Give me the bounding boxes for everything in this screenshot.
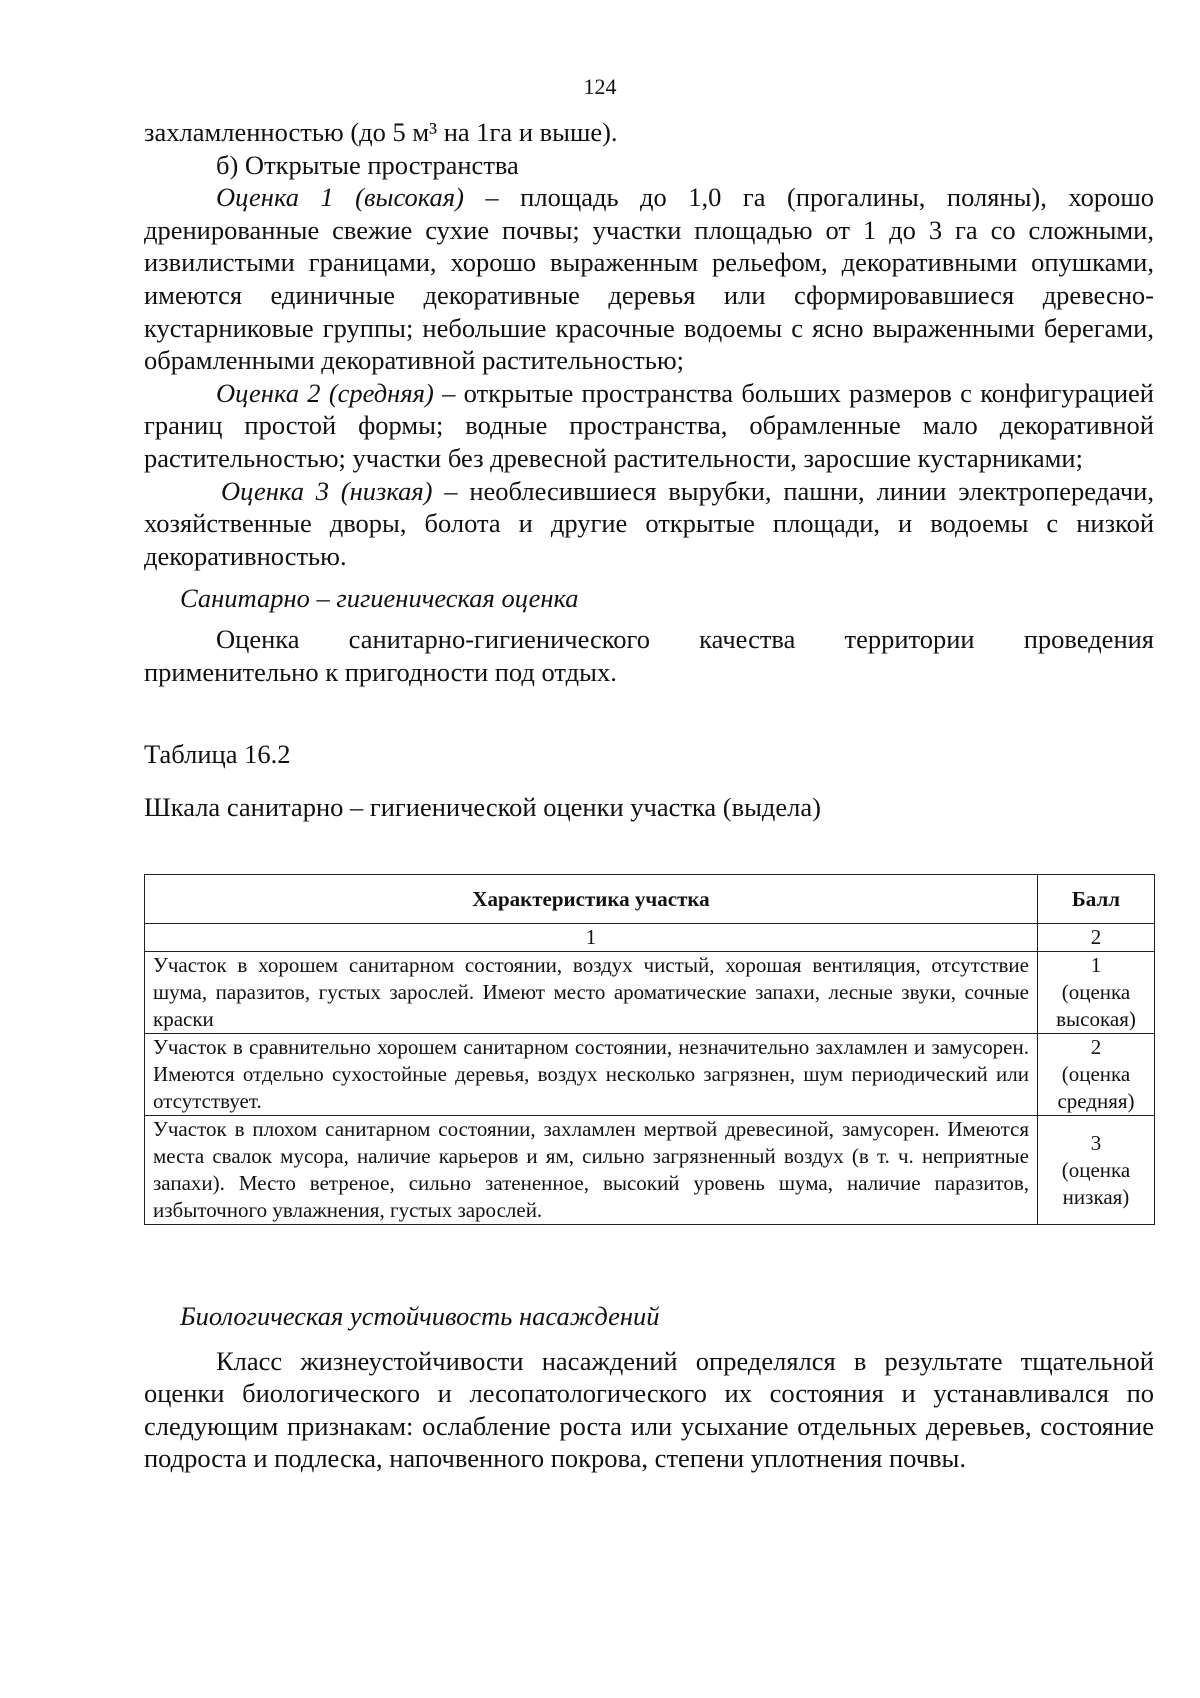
heading-biological: Биологическая устойчивость насаждений bbox=[180, 1301, 660, 1331]
score-value: 2 bbox=[1090, 1035, 1102, 1059]
score-2-text: – открытые пространства больших размеров с конфигурацией границ простой формы; водные пространства, обрамленные мало декоративной растительностью; участки без древесной растительности, заросшие кустарниками; bbox=[144, 377, 1154, 473]
row-score bbox=[1038, 1116, 1155, 1225]
table-row bbox=[145, 952, 1155, 1034]
score-label-line1: (оценка bbox=[1061, 980, 1131, 1004]
row-description: Участок в хорошем санитарном состоянии, воздух чистый, хорошая вентиляция, отсутствие шума, паразитов, густых зарослей. Имеют место ароматические запахи, лесные звуки, сочные краски bbox=[145, 952, 1038, 1034]
upper-text bbox=[144, 116, 1154, 823]
table-row bbox=[145, 1116, 1155, 1225]
paragraph-score-2 bbox=[144, 377, 1154, 475]
paragraph-sanitary-intro: Оценка санитарно-гигиенического качества территории проведения применительно к пригодности под отдых. bbox=[144, 623, 1154, 687]
column-number-1: 1 bbox=[145, 924, 1038, 952]
column-number-2: 2 bbox=[1038, 924, 1155, 952]
page-number: 124 bbox=[583, 74, 617, 99]
table-caption: Шкала санитарно – гигиенической оценки участка (выдела) bbox=[144, 791, 821, 822]
header-characteristic: Характеристика участка bbox=[145, 875, 1038, 924]
score-value: 1 bbox=[1090, 953, 1102, 977]
score-value: 3 bbox=[1090, 1130, 1102, 1155]
score-label-line2: низкая) bbox=[1062, 1184, 1130, 1209]
header-score: Балл bbox=[1038, 875, 1155, 924]
row-description: Участок в плохом санитарном состоянии, захламлен мертвой древесиной, замусорен. Имеются места свалок мусора, наличие карьеров и ям, сильно загрязненный воздух (в т. ч. неприятные запахи). Место ветреное, сильно затененное, высокий уровень шума, наличие паразитов, избыточного увлажнения, густых зарослей. bbox=[145, 1116, 1038, 1225]
table-row bbox=[145, 1034, 1155, 1116]
score-label-line2: высокая) bbox=[1056, 1007, 1136, 1031]
score-3-text: – необлесившиеся вырубки, пашни, линии электропередачи, хозяйственные дворы, болота и другие открытые площади, и водоемы с низкой декоративностью. bbox=[144, 475, 1154, 571]
paragraph-score-3 bbox=[144, 475, 1154, 573]
table-number: Таблица 16.2 bbox=[144, 739, 291, 770]
sanitary-scale-table bbox=[144, 874, 1155, 1225]
paragraph-continuation: захламленностью (до 5 м³ на 1га и выше). bbox=[144, 117, 618, 147]
score-2-label: Оценка 2 (средняя) bbox=[216, 377, 434, 408]
score-label-line2: средняя) bbox=[1057, 1089, 1135, 1113]
table-number-row bbox=[145, 924, 1155, 952]
row-description: Участок в сравнительно хорошем санитарном состоянии, незначительно захламлен и замусорен. Имеются отдельно сухостойные деревья, воздух несколько загрязнен, шум периодический или отсутствует. bbox=[145, 1034, 1038, 1116]
lower-text bbox=[144, 1300, 1154, 1475]
score-label-line1: (оценка bbox=[1061, 1062, 1131, 1086]
paragraph-score-1 bbox=[144, 181, 1154, 377]
table-header-row bbox=[145, 875, 1155, 924]
paragraph-biological: Класс жизнеустойчивости насаждений определялся в результате тщательной оценки биологического и лесопатологического их состояния и устанавливался по следующим признакам: ослабление роста или усыхание отдельных деревьев, состояние подроста и подлеска, напочвенного покрова, степени уплотнения почвы. bbox=[144, 1345, 1154, 1474]
score-1-label: Оценка 1 (высокая) bbox=[216, 182, 464, 213]
score-1-text: – площадь до 1,0 га (прогалины, поляны), хорошо дренированные свежие сухие почвы; участки площадью от 1 до 3 га со сложными, извилистыми границами, хорошо выраженным рельефом, декоративными опушками, имеются единичные декоративные деревья или сформировавшиеся древесно-кустарниковые группы; небольшие красочные водоемы с ясно выраженными берегами, обрамленными декоративной растительностью; bbox=[144, 182, 1154, 376]
score-label-line1: (оценка bbox=[1061, 1157, 1131, 1182]
heading-sanitary: Санитарно – гигиеническая оценка bbox=[180, 583, 579, 614]
score-3-label: Оценка 3 (низкая) bbox=[221, 475, 433, 506]
row-score bbox=[1038, 1034, 1155, 1116]
paragraph-open-spaces: б) Открытые пространства bbox=[216, 149, 519, 180]
row-score bbox=[1038, 952, 1155, 1034]
